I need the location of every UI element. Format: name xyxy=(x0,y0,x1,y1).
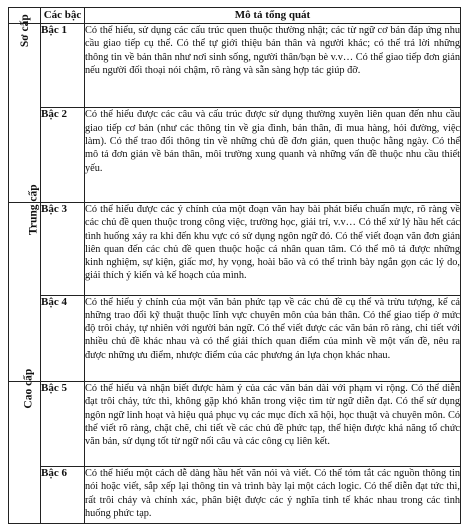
level-label: Bậc 1 xyxy=(41,24,85,108)
group-label: Sơ cấp xyxy=(18,14,31,48)
table-row xyxy=(9,108,461,203)
level-description xyxy=(85,24,461,108)
table-row xyxy=(9,382,461,467)
group-cell-trung-cap xyxy=(9,184,41,382)
description-text: Có thể hiểu ý chính của một văn bản phức tạp về các chủ đề cụ thể và trừu tượng, kể cả những trao đổi kỹ thuật thuộc lĩnh vực chuyên môn của bản thân. Có thể giao tiếp ở mức độ trôi chảy, tự nhiên với người bản ngữ. Có thể viết được các văn bản rõ ràng, chi tiết với nhiều chủ đề khác nhau và có thể giải thích quan điểm của mình về một vấn đề, nêu ra được những ưu điểm, nhược điểm của các phương án lựa chọn khác nhau. xyxy=(85,296,460,361)
level-description xyxy=(85,108,461,203)
level-description xyxy=(85,382,461,467)
group-cell-so-cap xyxy=(9,14,41,203)
description-text: Có thể hiểu được các câu và cấu trúc được sử dụng thường xuyên liên quan đến nhu cầu giao tiếp cơ bản (như các thông tin về gia đình, bản thân, đi mua hàng, hỏi đường, việc làm). Có thể trao đổi thông tin về những chủ đề đơn giản, quen thuộc hằng ngày. Có thể mô tả đơn giản về bản thân, môi trường xung quanh và những vấn đề thuộc nhu cầu thiết yếu. xyxy=(85,109,460,174)
description-text: Có thể hiểu được các ý chính của một đoạn văn hay bài phát biểu chuẩn mực, rõ ràng về các chủ đề quen thuộc trong công việc, trường học, giải trí, v.v… Có thể xử lý hầu hết các tình huống xảy ra khi đến khu vực có sử dụng ngôn ngữ đó. Có thể viết đoạn văn đơn giản liên quan đến các chủ đề quen thuộc hoặc cá nhân quan tâm. Có thể mô tả được những kinh nghiệm, sự kiện, giấc mơ, hy vọng, hoài bão và có thể trình bày ngắn gọn các lý do, giải thích ý kiến và kế hoạch của mình. xyxy=(85,204,460,282)
group-cell-cao-cap xyxy=(9,368,41,524)
table-row xyxy=(9,467,461,524)
table-row xyxy=(9,24,461,108)
header-row xyxy=(9,8,461,24)
language-levels-table xyxy=(8,7,461,524)
level-label: Bậc 2 xyxy=(41,108,85,203)
group-label: Trung cấp xyxy=(27,184,40,235)
table-row xyxy=(9,295,461,381)
header-description: Mô tả tổng quát xyxy=(85,8,461,24)
level-label: Bậc 3 xyxy=(41,203,85,296)
header-level: Các bậc xyxy=(41,8,85,24)
group-label: Cao cấp xyxy=(22,368,35,409)
level-description xyxy=(85,467,461,524)
level-label: Bậc 4 xyxy=(41,295,85,381)
table-row xyxy=(9,203,461,296)
level-label: Bậc 5 xyxy=(41,382,85,467)
level-label: Bậc 6 xyxy=(41,467,85,524)
level-description xyxy=(85,295,461,381)
description-text: Có thể hiểu, sử dụng các cấu trúc quen thuộc thường nhật; các từ ngữ cơ bản đáp ứng nhu cầu giao tiếp cụ thể. Có thể tự giới thiệu bản thân và người khác; có thể trả lời những thông tin về bản thân như nơi sinh sống, người thân/bạn bè v.v… Có thể giao tiếp đơn giản nếu người đối thoại nói chậm, rõ ràng và sẵn sàng hợp tác giúp đỡ. xyxy=(85,25,460,76)
description-text: Có thể hiểu và nhận biết được hàm ý của các văn bản dài với phạm vi rộng. Có thể diễn đạt trôi chảy, tức thì, không gặp khó khăn trong việc tìm từ ngữ diễn đạt. Có thể sử dụng ngôn ngữ linh hoạt và hiệu quả phục vụ các mục đích xã hội, học thuật và chuyên môn. Có thể viết rõ ràng, chặt chẽ, chi tiết về các chủ đề phức tạp, thể hiện được khả năng tổ chức văn bản, sử dụng tốt từ ngữ nối câu và các công cụ liên kết. xyxy=(85,383,460,448)
description-text: Có thể hiểu một cách dễ dàng hầu hết văn nói và viết. Có thể tóm tắt các nguồn thông tin nói hoặc viết, sắp xếp lại thông tin và trình bày lại một cách logic. Có thể diễn đạt tức thì, rất trôi chảy và chính xác, phân biệt được các ý nghĩa tinh tế khác nhau trong các tình huống phức tạp. xyxy=(85,468,460,519)
level-description xyxy=(85,203,461,296)
